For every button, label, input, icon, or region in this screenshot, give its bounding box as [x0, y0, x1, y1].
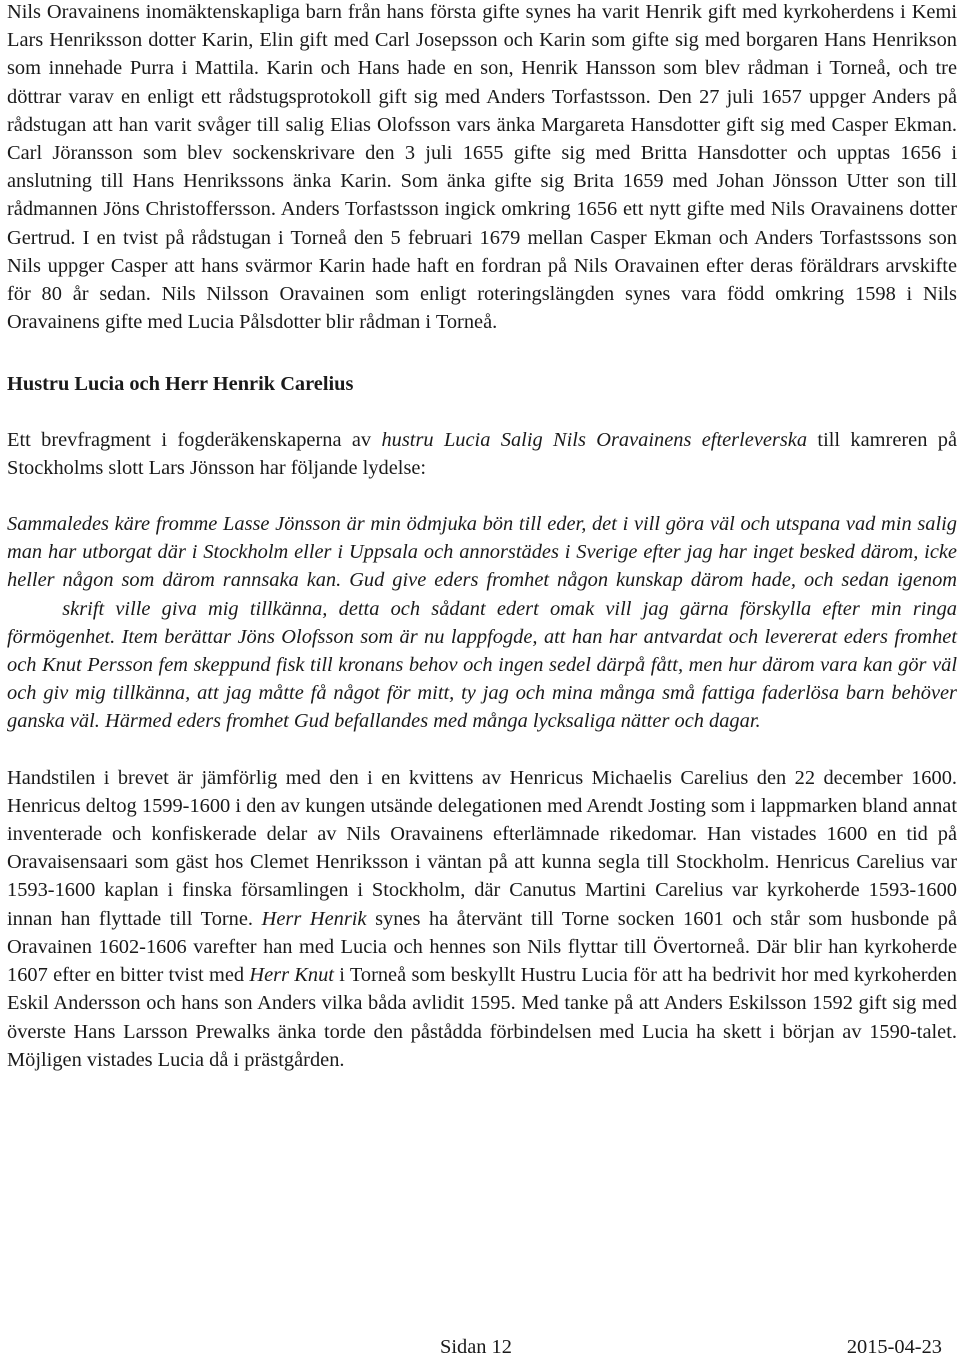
- letter-quote: [7, 510, 957, 736]
- document-page: [7, 0, 957, 1074]
- paragraph-3-text-2: synes ha återvänt till Torne socken 1601 och står som husbonde på Oravainen 1602-1606 varefter han med Lucia och hennes son Nils flyttar till Övertorneå. Där blir han kyrkoherde 1607 efter en bitter tvist med: [7, 907, 957, 987]
- paragraph-3-text-3: i Torneå som beskyllt Hustru Lucia för att ha bedrivit hor med kyrkoherden Eskil Andersson och hans son Anders vilka båda avlidit 1595. Med tanke på att Anders Eskilsson 1592 gift sig med överste Hans Larsson Prewalks änka torde den påstådda förbindelsen med Lucia ha skett i början av 1590-talet. Möjligen vistades Lucia då i prästgården.: [7, 964, 957, 1071]
- paragraph-3-text-1: Handstilen i brevet är jämförlig med den i en kvittens av Henricus Michaelis Carelius den 22 december 1600. Henricus deltog 1599-1600 i den av kungen utsände delegationen med Arendt Josting som i lappmarken bland annat inventerade och konfiskerade delar av Nils Oravainens efterlämnade rikedomar. Han vistades 1600 en tid på Oravaisensaari som gäst hos Clemet Henriksson i väntan på att kunna segla till Stockholm. Henricus Carelius var 1593-1600 kaplan i finska församlingen i Stockholm, där Canutus Martini Carelius var kyrkoherde 1593-1600 innan han flyttade till Torne.: [7, 766, 957, 930]
- paragraph-2-text-start: Ett brevfragment i fogderäkenskaperna av: [7, 428, 382, 451]
- paragraph-3-italic-2: Herr Knut: [249, 964, 334, 987]
- paragraph-3-italic-1: Herr Henrik: [261, 907, 367, 930]
- quote-part-2: skrift ville giva mig tillkänna, detta och sådant edert omak vill jag gärna förskylla efter min ringa förmögenhet. Item berättar Jöns Olofsson som är nu lappfogde, att han har antvardat och levererat eders fromhet och Knut Persson fem skeppund fisk till kronans behov och ingen sedel därpå fått, men hur därom vara kan gör väl och giv mig tillkänna, att jag måtte få något för mitt, ty jag och mina många små fattiga faderlösa barn behöver ganska väl. Härmed eders fromhet Gud befallandes med många lycksaliga nätter och dagar.: [7, 597, 958, 733]
- paragraph-1: Nils Oravainens inomäktenskapliga barn från hans första gifte synes ha varit Henrik gift med kyrkoherdens i Kemi Lars Henriksson dotter Karin, Elin gift med Carl Josepsson och Karin som gifte sig med borgaren Hans Henrikson som innehade Purra i Mattila. Karin och Hans hade en son, Henrik Hansson som blev rådman i Torneå, och tre döttrar varav en enligt ett rådstugsprotokoll gift sig med Anders Torfastsson. Den 27 juli 1657 uppger Anders på rådstugan att han varit svåger till salig Elias Olofsson vars änka Margareta Hansdotter gift sig med Casper Ekman. Carl Jöransson som blev sockenskrivare den 3 juli 1655 gifte sig med Britta Hansdotter och upptas 1656 i anslutning till Hans Henrikssons änka Karin. Som änka gifte sig Brita 1659 med Johan Jönsson Utter son till rådmannen Jöns Christoffersson. Anders Torfastsson ingick omkring 1656 ett nytt gifte med Nils Oravainens dotter Gertrud. I en tvist på rådstugan i Torneå den 5 februari 1679 mellan Casper Ekman och Anders Torfastssons son Nils uppger Casper att hans svärmor Karin hade haft en fordran på Nils Oravainen efter deras föräldrars arvskifte för 80 år sedan. Nils Nilsson Oravainen som enligt roteringslängden synes vara född omkring 1598 i Nils Oravainens gifte med Lucia Pålsdotter blir rådman i Torneå.: [7, 1, 957, 334]
- footer-date: 2015-04-23: [846, 1336, 942, 1358]
- paragraph-2-text-end: till kamreren på Stockholms slott Lars Jönsson har följande lydelse:: [7, 428, 958, 479]
- page-number: Sidan 12: [440, 1336, 512, 1358]
- quote-part-1: Sammaledes käre fromme Lasse Jönsson är min ödmjuka bön till eder, det i vill göra väl och utspana vad min salig man har utborgat där i Stockholm eller i Uppsala och annorstädes i Sverige efter jag har inget besked därom, icke heller någon som därom rannsaka kan. Gud give eders fromhet någon kunskap därom hade, och sedan igenom: [7, 513, 957, 592]
- section-heading: Hustru Lucia och Herr Henrik Carelius: [7, 373, 354, 396]
- paragraph-2: [7, 426, 957, 482]
- paragraph-3: [7, 764, 957, 1074]
- paragraph-2-italic: hustru Lucia Salig Nils Oravainens efterleverska: [381, 428, 808, 451]
- page-footer: [0, 1333, 960, 1361]
